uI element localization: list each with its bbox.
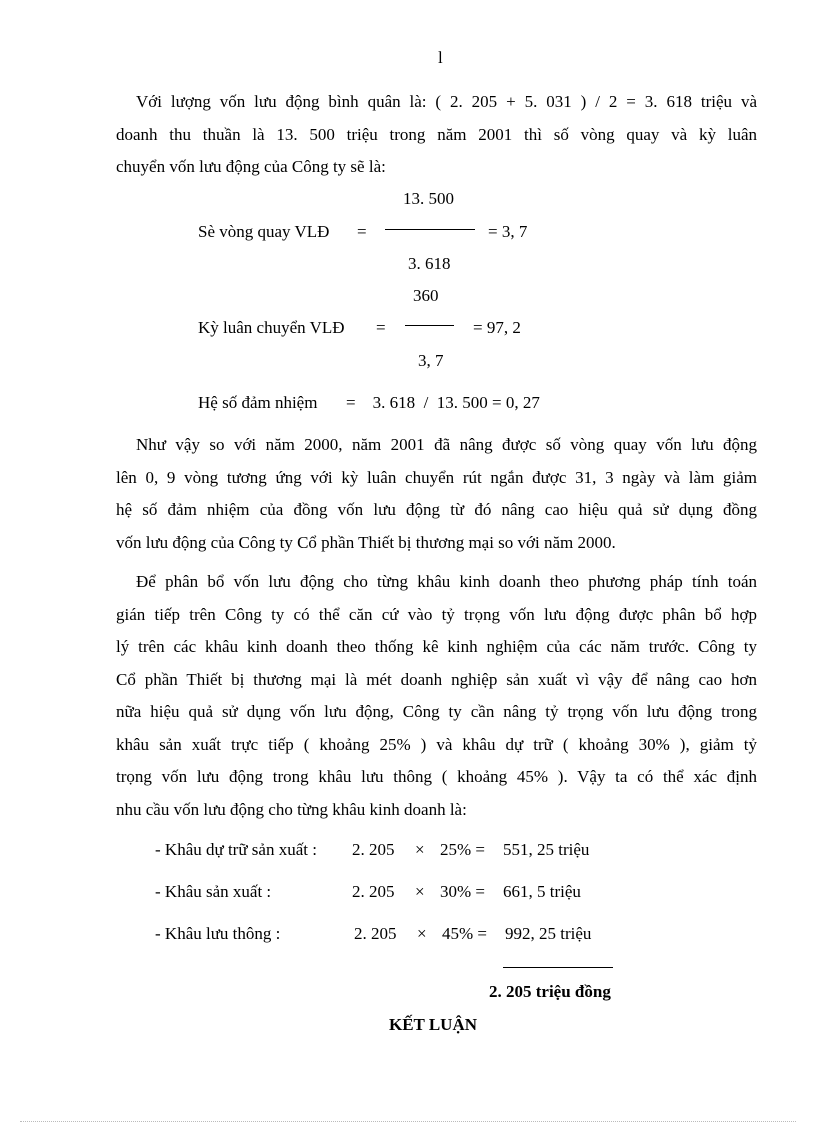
turnover-numerator: 13. 500: [403, 189, 454, 208]
page-number: l: [438, 48, 443, 67]
turnover-result: = 3, 7: [488, 222, 528, 241]
allocation-percent: 25% =: [440, 840, 485, 859]
allocation-percent: 30% =: [440, 882, 485, 901]
paragraph-line: Như vậy so với năm 2000, năm 2001 đã nâng được số vòng quay vốn lưu động: [136, 435, 757, 454]
paragraph-line: Cổ phần Thiết bị thương mại là mét doanh nghiệp sản xuất vì vậy để nâng cao hơn: [116, 669, 757, 689]
paragraph-line: trọng vốn lưu động trong khâu lưu thông ( khoảng 45% ). Vậy ta có thể xác định: [116, 767, 757, 786]
allocation-result: 551, 25 triệu: [503, 840, 590, 859]
paragraph-line: gián tiếp trên Công ty có thể căn cứ vào tỷ trọng vốn lưu động được phân bổ hợp: [116, 604, 757, 624]
paragraph-line: khâu sản xuất trực tiếp ( khoảng 25% ) và khâu dự trữ ( khoảng 30% ), giảm tỷ: [116, 734, 757, 754]
allocation-times: ×: [417, 924, 427, 943]
paragraph-line: chuyển vốn lưu động của Công ty sẽ là:: [116, 157, 386, 176]
paragraph-intro: [116, 86, 757, 184]
total-underline: [503, 967, 613, 968]
paragraph-line: nữa hiệu quả sử dụng vốn lưu động, Công ty cần nâng tỷ trọng vốn lưu động trong: [116, 702, 757, 721]
turnover-denominator: 3. 618: [408, 254, 451, 273]
allocation-label: - Khâu dự trữ sản xuất :: [155, 840, 317, 859]
allocation-base: 2. 205: [352, 882, 395, 901]
turnover-equals: =: [357, 222, 367, 241]
allocation-times: ×: [415, 882, 425, 901]
allocation-result: 661, 5 triệu: [503, 882, 581, 901]
allocation-base: 2. 205: [354, 924, 397, 943]
cycle-numerator: 360: [413, 286, 439, 305]
paragraph-line: Để phân bổ vốn lưu động cho từng khâu kinh doanh theo phương pháp tính toán: [136, 572, 757, 591]
allocation-label: - Khâu lưu thông :: [155, 924, 281, 943]
allocation-label: - Khâu sản xuất :: [155, 882, 272, 901]
paragraph-line: doanh thu thuần là 13. 500 triệu trong năm 2001 thì số vòng quay và kỳ luân: [116, 124, 757, 144]
paragraph-line: nhu cầu vốn lưu động cho từng khâu kinh doanh là:: [116, 799, 467, 819]
paragraph-line: vốn lưu động của Công ty Cổ phần Thiết bị thương mại so với năm 2000.: [116, 532, 616, 552]
allocation-result: 992, 25 triệu: [505, 924, 592, 943]
cycle-label: Kỳ luân chuyển VLĐ: [198, 318, 345, 337]
conclusion-heading: KẾT LUẬN: [389, 1015, 478, 1034]
turnover-label: Sè vòng quay VLĐ: [198, 222, 330, 241]
allocation-base: 2. 205: [352, 840, 395, 859]
coefficient-label: Hệ số đảm nhiệm: [198, 393, 318, 412]
paragraph-comparison: [116, 429, 757, 559]
paragraph-line: lên 0, 9 vòng tương ứng với kỳ luân chuyển rút ngắn được 31, 3 ngày và làm giảm: [116, 467, 757, 487]
cycle-fraction-bar: [405, 325, 454, 326]
allocation-times: ×: [415, 840, 425, 859]
allocation-percent: 45% =: [442, 924, 487, 943]
paragraph-allocation: [116, 566, 757, 826]
page-bottom-dotted-line: [20, 1121, 796, 1122]
cycle-denominator: 3, 7: [418, 351, 444, 370]
turnover-fraction-bar: [385, 229, 475, 230]
coefficient-expression: = 3. 618 / 13. 500 = 0, 27: [346, 393, 540, 412]
cycle-result: = 97, 2: [473, 318, 521, 337]
paragraph-line: lý trên các khâu kinh doanh theo thống kê kinh nghiệm của các năm trước. Công ty: [116, 637, 757, 656]
paragraph-line: Với lượng vốn lưu động bình quân là: ( 2. 205 + 5. 031 ) / 2 = 3. 618 triệu và: [136, 92, 757, 111]
total-amount: 2. 205 triệu đồng: [489, 982, 611, 1001]
cycle-equals: =: [376, 318, 386, 337]
paragraph-line: hệ số đảm nhiệm của đồng vốn lưu động từ đó nâng cao hiệu quả sử dụng đồng: [116, 500, 757, 519]
